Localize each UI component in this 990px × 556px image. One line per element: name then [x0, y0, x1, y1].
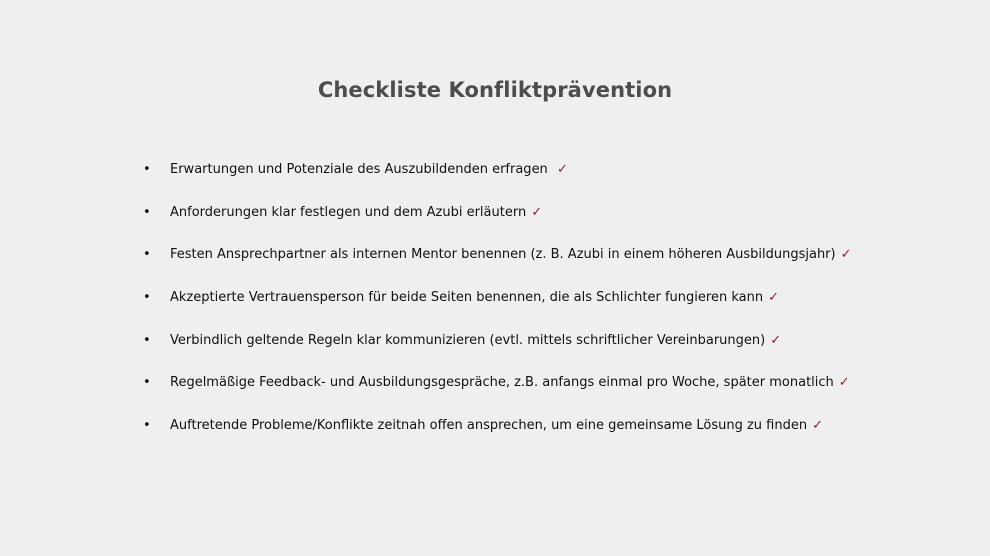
- checklist-item-text: Anforderungen klar festlegen und dem Azubi erläutern ✓: [170, 204, 543, 220]
- checkmark-icon: ✓: [768, 290, 779, 306]
- bullet-icon: •: [143, 290, 151, 306]
- bullet-icon: •: [143, 332, 151, 348]
- checkmark-icon: ✓: [770, 332, 782, 348]
- checkmark-icon: ✓: [838, 375, 850, 391]
- checklist-item-text: Akzeptierte Vertrauensperson für beide Seiten benennen, die als Schlichter fungieren kann ✓: [170, 290, 779, 306]
- checkmark-icon: ✓: [556, 162, 568, 177]
- bullet-icon: •: [143, 162, 151, 177]
- checklist-item-text: Verbindlich geltende Regeln klar kommunizieren (evtl. mittels schriftlicher Vereinbarungen) ✓: [170, 332, 782, 348]
- checklist-item-text: Regelmäßige Feedback- und Ausbildungsgespräche, z.B. anfangs einmal pro Woche, später monatlich ✓: [170, 375, 850, 391]
- bullet-icon: •: [143, 375, 151, 391]
- checklist-item-text: Auftretende Probleme/Konflikte zeitnah offen ansprechen, um eine gemeinsame Lösung zu finden ✓: [170, 418, 824, 434]
- checkmark-icon: ✓: [840, 247, 852, 263]
- bullet-icon: •: [143, 247, 151, 263]
- bullet-icon: •: [143, 418, 151, 434]
- checkmark-icon: ✓: [531, 204, 543, 220]
- checklist-item-text: Festen Ansprechpartner als internen Mentor benennen (z. B. Azubi in einem höheren Ausbildungsjahr) ✓: [170, 247, 852, 263]
- checkmark-icon: ✓: [812, 418, 824, 434]
- checklist-item-text: Erwartungen und Potenziale des Auszubildenden erfragen ✓: [170, 162, 568, 177]
- bullet-icon: •: [143, 204, 151, 220]
- slide-title: Checkliste Konfliktprävention: [317, 78, 673, 102]
